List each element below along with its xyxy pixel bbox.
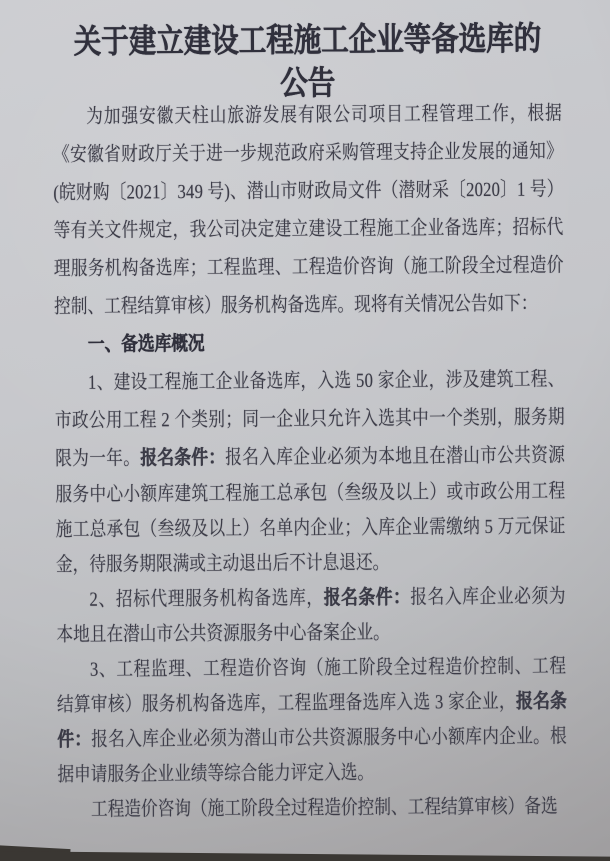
body-text: 服务中心小额库建筑工程施工总承包（叁级及以上）或市政公用工程 — [55, 480, 566, 506]
body-text: 据申请服务企业业绩等综合能力评定入选。 — [57, 761, 375, 786]
table-edge — [0, 851, 610, 861]
bold-text: 报名条件： — [140, 446, 226, 470]
body-text: 限为一年。 — [55, 447, 141, 470]
intro-paragraph-line — [54, 284, 564, 326]
bold-text: 报名条 — [515, 690, 567, 713]
intro-paragraph-line — [53, 132, 563, 174]
document-title-line: 关于建立建设工程施工企业等备选库的 — [73, 21, 542, 61]
body-text: 工程造价咨询（施工阶段全过程造价控制、工程结算审核）备选 — [90, 795, 558, 821]
item-1-paragraph-line — [55, 360, 565, 402]
body-text: 为加强安徽天柱山旅游发展有限公司项目工程管理工作，根据 — [86, 102, 563, 128]
section-heading-line — [54, 322, 564, 364]
item-1-paragraph-line — [56, 509, 566, 548]
intro-paragraph-line — [53, 94, 563, 136]
document-body — [53, 94, 568, 828]
body-text: 理服务机构备选库；工程监理、工程造价咨询（施工阶段全过程造价 — [53, 254, 564, 280]
body-text: 3、工程监理、工程造价咨询（施工阶段全过程造价控制、工程 — [89, 655, 567, 681]
body-text: 金，待服务期限满或主动退出后不计息退还。 — [55, 551, 390, 576]
item-1-paragraph-line — [55, 398, 565, 440]
item-1-paragraph-line — [55, 436, 565, 478]
body-text: (皖财购〔2021〕349 号)、潜山市财政局文件（潜财采〔2020〕1 号） — [53, 178, 564, 204]
item-3-paragraph-line — [57, 649, 567, 688]
body-text: 2、招标代理服务机构备选库， — [89, 587, 324, 611]
body-text: 控制、工程结算审核）服务机构备选库。现将有关情况公告如下： — [54, 292, 538, 318]
body-text: 报名入库企业必须为 — [410, 585, 567, 609]
body-text: 等有关文件规定，我公司决定建立建设工程施工企业备选库；招标代 — [53, 216, 564, 242]
item-2-paragraph-line — [56, 614, 566, 653]
item-3-paragraph-line — [57, 684, 567, 723]
body-text: 报名入库企业必须为本地且在潜山市公共资源 — [225, 444, 566, 469]
cost-consulting-paragraph-line — [58, 789, 568, 828]
document-content — [52, 0, 568, 828]
item-1-paragraph-line — [55, 474, 565, 513]
item-2-paragraph-line — [56, 579, 566, 618]
body-text: 1、建设工程施工企业备选库，入选 50 家企业，涉及建筑工程、 — [87, 368, 565, 394]
intro-paragraph-line — [54, 246, 564, 288]
body-text: 报名入库企业必须为潜山市公共资源服务中心小额库内企业。根 — [91, 725, 568, 751]
body-text: 施工总承包（叁级及以上）名单内企业；入库企业需缴纳 5 万元保证 — [55, 515, 566, 541]
bold-text: 件： — [57, 728, 92, 751]
bold-text: 一、备选库概况 — [87, 332, 205, 356]
body-text: 本地且在潜山市公共资源服务中心备案企业。 — [56, 621, 390, 646]
bold-text: 报名条件： — [323, 586, 411, 610]
document-title-line: 公告 — [279, 66, 336, 103]
body-text: 结算审核）服务机构备选库，工程监理备选库入选 3 家企业， — [56, 690, 517, 716]
item-1-paragraph-line — [56, 544, 566, 583]
document-title — [52, 0, 563, 108]
body-text: 市政公用工程 2 个类别；同一企业只允许入选其中一个类别，服务期 — [54, 406, 565, 432]
item-3-paragraph-line — [57, 754, 567, 793]
intro-paragraph-line — [53, 208, 563, 250]
intro-paragraph-line — [53, 170, 563, 212]
body-text: 《安徽省财政厅关于进一步规范政府采购管理支持企业发展的通知》 — [53, 140, 564, 166]
item-3-paragraph-line — [57, 719, 567, 758]
